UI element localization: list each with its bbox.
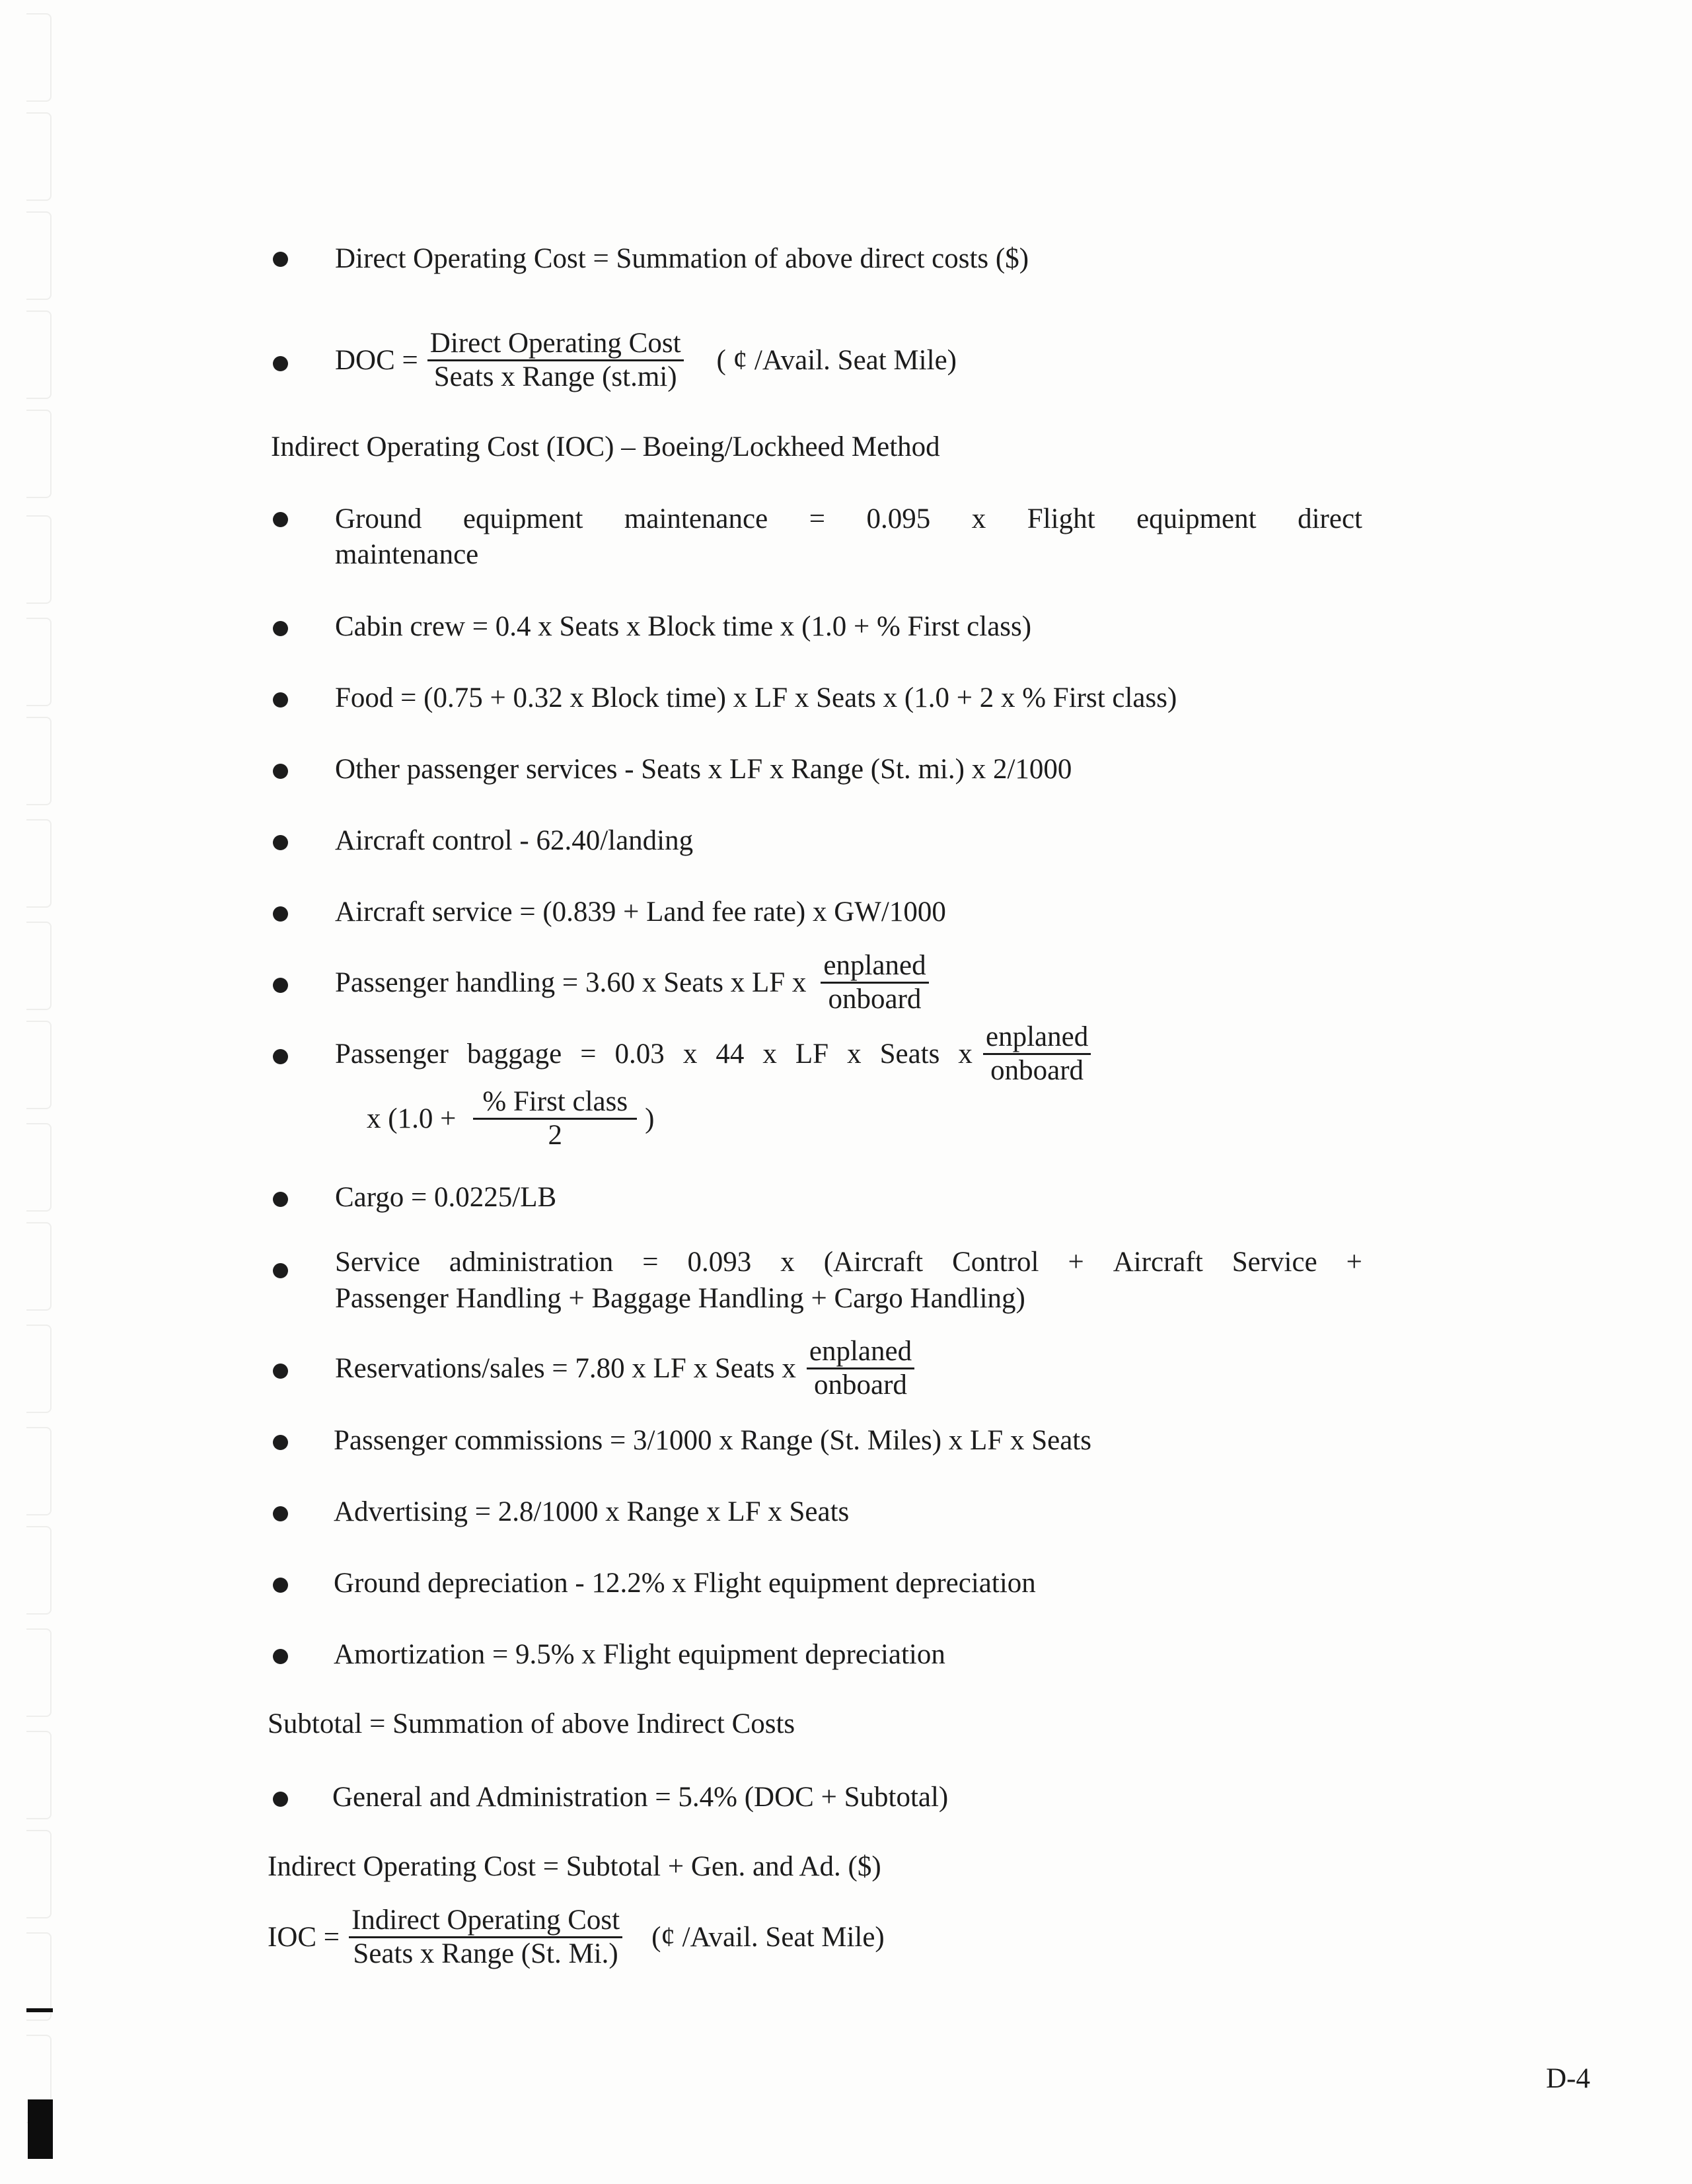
justified-word: Aircraft bbox=[1113, 1247, 1203, 1278]
ground-equipment-line-2: maintenance bbox=[335, 539, 479, 570]
justified-word: 0.093 bbox=[687, 1247, 752, 1278]
justified-word: equipment bbox=[462, 503, 583, 534]
ioc-formula bbox=[268, 1905, 885, 1970]
justified-word: x bbox=[847, 1038, 862, 1070]
bullet bbox=[273, 1435, 288, 1450]
justified-word: maintenance bbox=[624, 503, 768, 534]
ioc-total-line: Indirect Operating Cost = Subtotal + Gen. and Ad. ($) bbox=[268, 1851, 881, 1882]
margin-black-tab bbox=[28, 2099, 53, 2159]
bullet bbox=[273, 1506, 288, 1521]
enplaned-onboard-fraction bbox=[983, 1021, 1091, 1087]
passenger-handling-text: Passenger handling = 3.60 x Seats x LF x bbox=[335, 966, 807, 998]
enplaned-onboard-fraction bbox=[821, 950, 928, 1015]
doc-denominator: Seats x Range (st.mi) bbox=[433, 361, 677, 392]
ioc-label: IOC = bbox=[268, 1921, 340, 1953]
passenger-baggage-text bbox=[335, 1037, 973, 1072]
doc-fraction bbox=[427, 328, 684, 393]
food-line: Food = (0.75 + 0.32 x Block time) x LF x Seats x (1.0 + 2 x % First class) bbox=[335, 682, 1177, 713]
amortization-line: Amortization = 9.5% x Flight equipment depreciation bbox=[334, 1639, 945, 1670]
fraction-denominator: onboard bbox=[990, 1055, 1084, 1086]
fraction-denominator: 2 bbox=[548, 1120, 562, 1151]
bullet bbox=[273, 978, 288, 993]
direct-operating-cost-line: Direct Operating Cost = Summation of above direct costs ($) bbox=[335, 243, 1029, 274]
passenger-baggage-line-2 bbox=[367, 1086, 654, 1151]
justified-word: Control bbox=[952, 1247, 1039, 1278]
passenger-handling-line bbox=[335, 950, 934, 1015]
justified-word: 44 bbox=[716, 1038, 745, 1070]
fraction-numerator: enplaned bbox=[821, 950, 928, 984]
bullet bbox=[273, 512, 288, 527]
first-class-fraction bbox=[473, 1086, 637, 1151]
bullet bbox=[273, 692, 288, 708]
ground-depreciation-line: Ground depreciation - 12.2% x Flight equipment depreciation bbox=[334, 1568, 1036, 1599]
bullet bbox=[273, 356, 288, 371]
bullet bbox=[273, 621, 288, 636]
passenger-commissions-line: Passenger commissions = 3/1000 x Range (St. Miles) x LF x Seats bbox=[334, 1425, 1091, 1456]
bullet bbox=[273, 906, 288, 922]
bullet bbox=[273, 1792, 288, 1807]
ground-equipment-line-1 bbox=[335, 502, 1362, 536]
justified-word: x bbox=[958, 1038, 973, 1070]
ioc-numerator: Indirect Operating Cost bbox=[349, 1905, 622, 1938]
advertising-line: Advertising = 2.8/1000 x Range x LF x Seats bbox=[334, 1496, 850, 1527]
justified-word: = bbox=[642, 1247, 659, 1278]
fraction-denominator: onboard bbox=[828, 984, 922, 1015]
reservations-text: Reservations/sales = 7.80 x LF x Seats x bbox=[335, 1352, 796, 1384]
fraction-denominator: onboard bbox=[814, 1369, 907, 1401]
doc-unit: ( ¢ /Avail. Seat Mile) bbox=[716, 344, 957, 376]
doc-formula bbox=[335, 328, 957, 393]
bullet bbox=[273, 1649, 288, 1664]
bullet bbox=[273, 835, 288, 850]
page-number: D-4 bbox=[1546, 2063, 1590, 2094]
justified-word: x bbox=[762, 1038, 777, 1070]
ioc-fraction bbox=[349, 1905, 622, 1970]
baggage-multiplier-prefix: x (1.0 + bbox=[367, 1103, 457, 1134]
fraction-numerator: enplaned bbox=[807, 1336, 914, 1369]
bullet bbox=[273, 1192, 288, 1207]
justified-word: Seats bbox=[879, 1038, 940, 1070]
justified-word: administration bbox=[449, 1247, 614, 1278]
justified-word: baggage bbox=[466, 1038, 562, 1070]
justified-word: direct bbox=[1298, 503, 1362, 534]
doc-label: DOC = bbox=[335, 344, 418, 376]
closing-paren: ) bbox=[645, 1103, 655, 1134]
justified-word: = bbox=[580, 1038, 597, 1070]
justified-word: Service bbox=[1232, 1247, 1317, 1278]
bullet bbox=[273, 1263, 288, 1278]
justified-word: (Aircraft bbox=[823, 1247, 924, 1278]
justified-word: x bbox=[682, 1038, 698, 1070]
bullet bbox=[273, 252, 288, 267]
enplaned-onboard-fraction bbox=[807, 1336, 914, 1401]
justified-word: x bbox=[971, 503, 986, 534]
justified-word: equipment bbox=[1136, 503, 1257, 534]
justified-word: + bbox=[1346, 1247, 1362, 1278]
other-passenger-services-line: Other passenger services - Seats x LF x Range (St. mi.) x 2/1000 bbox=[335, 754, 1072, 785]
justified-word: + bbox=[1068, 1247, 1084, 1278]
fraction-numerator: % First class bbox=[473, 1086, 637, 1120]
reservations-line bbox=[335, 1336, 920, 1401]
bullet bbox=[273, 1364, 288, 1379]
bullet bbox=[273, 1578, 288, 1593]
service-administration-line-1 bbox=[335, 1245, 1362, 1280]
justified-word: Passenger bbox=[335, 1038, 449, 1070]
ioc-denominator: Seats x Range (St. Mi.) bbox=[353, 1938, 618, 1969]
justified-word: x bbox=[780, 1247, 795, 1278]
passenger-baggage-line bbox=[335, 1021, 1096, 1087]
justified-word: LF bbox=[795, 1038, 829, 1070]
cabin-crew-line: Cabin crew = 0.4 x Seats x Block time x (1.0 + % First class) bbox=[335, 611, 1032, 642]
service-administration-line-2: Passenger Handling + Baggage Handling + Cargo Handling) bbox=[335, 1283, 1025, 1314]
ioc-unit: (¢ /Avail. Seat Mile) bbox=[651, 1921, 885, 1953]
justified-word: 0.03 bbox=[614, 1038, 665, 1070]
cargo-line: Cargo = 0.0225/LB bbox=[335, 1182, 557, 1213]
justified-word: Flight bbox=[1027, 503, 1095, 534]
general-administration-line: General and Administration = 5.4% (DOC + Subtotal) bbox=[332, 1782, 949, 1813]
bullet bbox=[273, 1049, 288, 1064]
justified-word: = bbox=[809, 503, 825, 534]
subtotal-line: Subtotal = Summation of above Indirect Costs bbox=[268, 1708, 795, 1739]
ioc-heading: Indirect Operating Cost (IOC) – Boeing/Lockheed Method bbox=[271, 431, 940, 462]
justified-word: Service bbox=[335, 1247, 420, 1278]
fraction-numerator: enplaned bbox=[983, 1021, 1091, 1055]
justified-word: Ground bbox=[335, 503, 422, 534]
aircraft-control-line: Aircraft control - 62.40/landing bbox=[335, 825, 694, 856]
bullet bbox=[273, 764, 288, 779]
doc-numerator: Direct Operating Cost bbox=[427, 328, 684, 361]
justified-word: 0.095 bbox=[866, 503, 931, 534]
aircraft-service-line: Aircraft service = (0.839 + Land fee rate) x GW/1000 bbox=[335, 896, 946, 928]
margin-tick-mark bbox=[26, 2008, 53, 2012]
